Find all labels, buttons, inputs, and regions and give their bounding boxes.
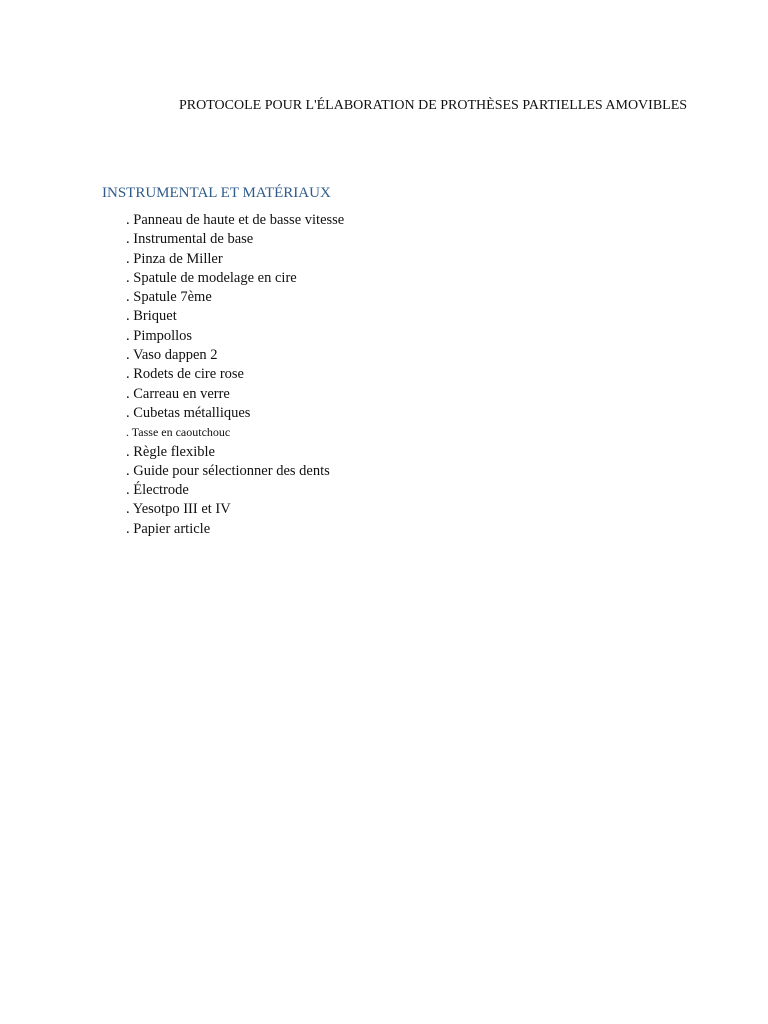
list-item: . Pimpollos xyxy=(126,327,193,344)
list-item: . Cubetas métalliques xyxy=(126,404,251,421)
list-item: . Yesotpo III et IV xyxy=(126,501,231,518)
list-item: . Papier article xyxy=(126,520,211,537)
list-item: . Spatule de modelage en cire xyxy=(126,269,297,286)
document-title: PROTOCOLE POUR L'ÉLABORATION DE PROTHÈSES PARTIELLES AMOVIBLES xyxy=(179,98,688,113)
list-item: . Rodets de cire rose xyxy=(126,366,244,383)
list-item: . Électrode xyxy=(126,482,189,499)
list-item: . Pinza de Miller xyxy=(126,250,223,267)
section-heading: INSTRUMENTAL ET MATÉRIAUX xyxy=(102,185,331,201)
list-item: . Tasse en caoutchouc xyxy=(126,425,231,440)
list-item: . Règle flexible xyxy=(126,443,215,460)
list-item: . Instrumental de base xyxy=(126,231,254,248)
list-item: . Carreau en verre xyxy=(126,385,230,402)
list-item: . Guide pour sélectionner des dents xyxy=(126,462,330,479)
list-item: . Panneau de haute et de basse vitesse xyxy=(126,212,345,228)
list-item: . Vaso dappen 2 xyxy=(126,347,218,364)
materials-list xyxy=(126,211,344,539)
list-item: . Spatule 7ème xyxy=(126,289,212,306)
list-item: . Briquet xyxy=(126,308,177,325)
